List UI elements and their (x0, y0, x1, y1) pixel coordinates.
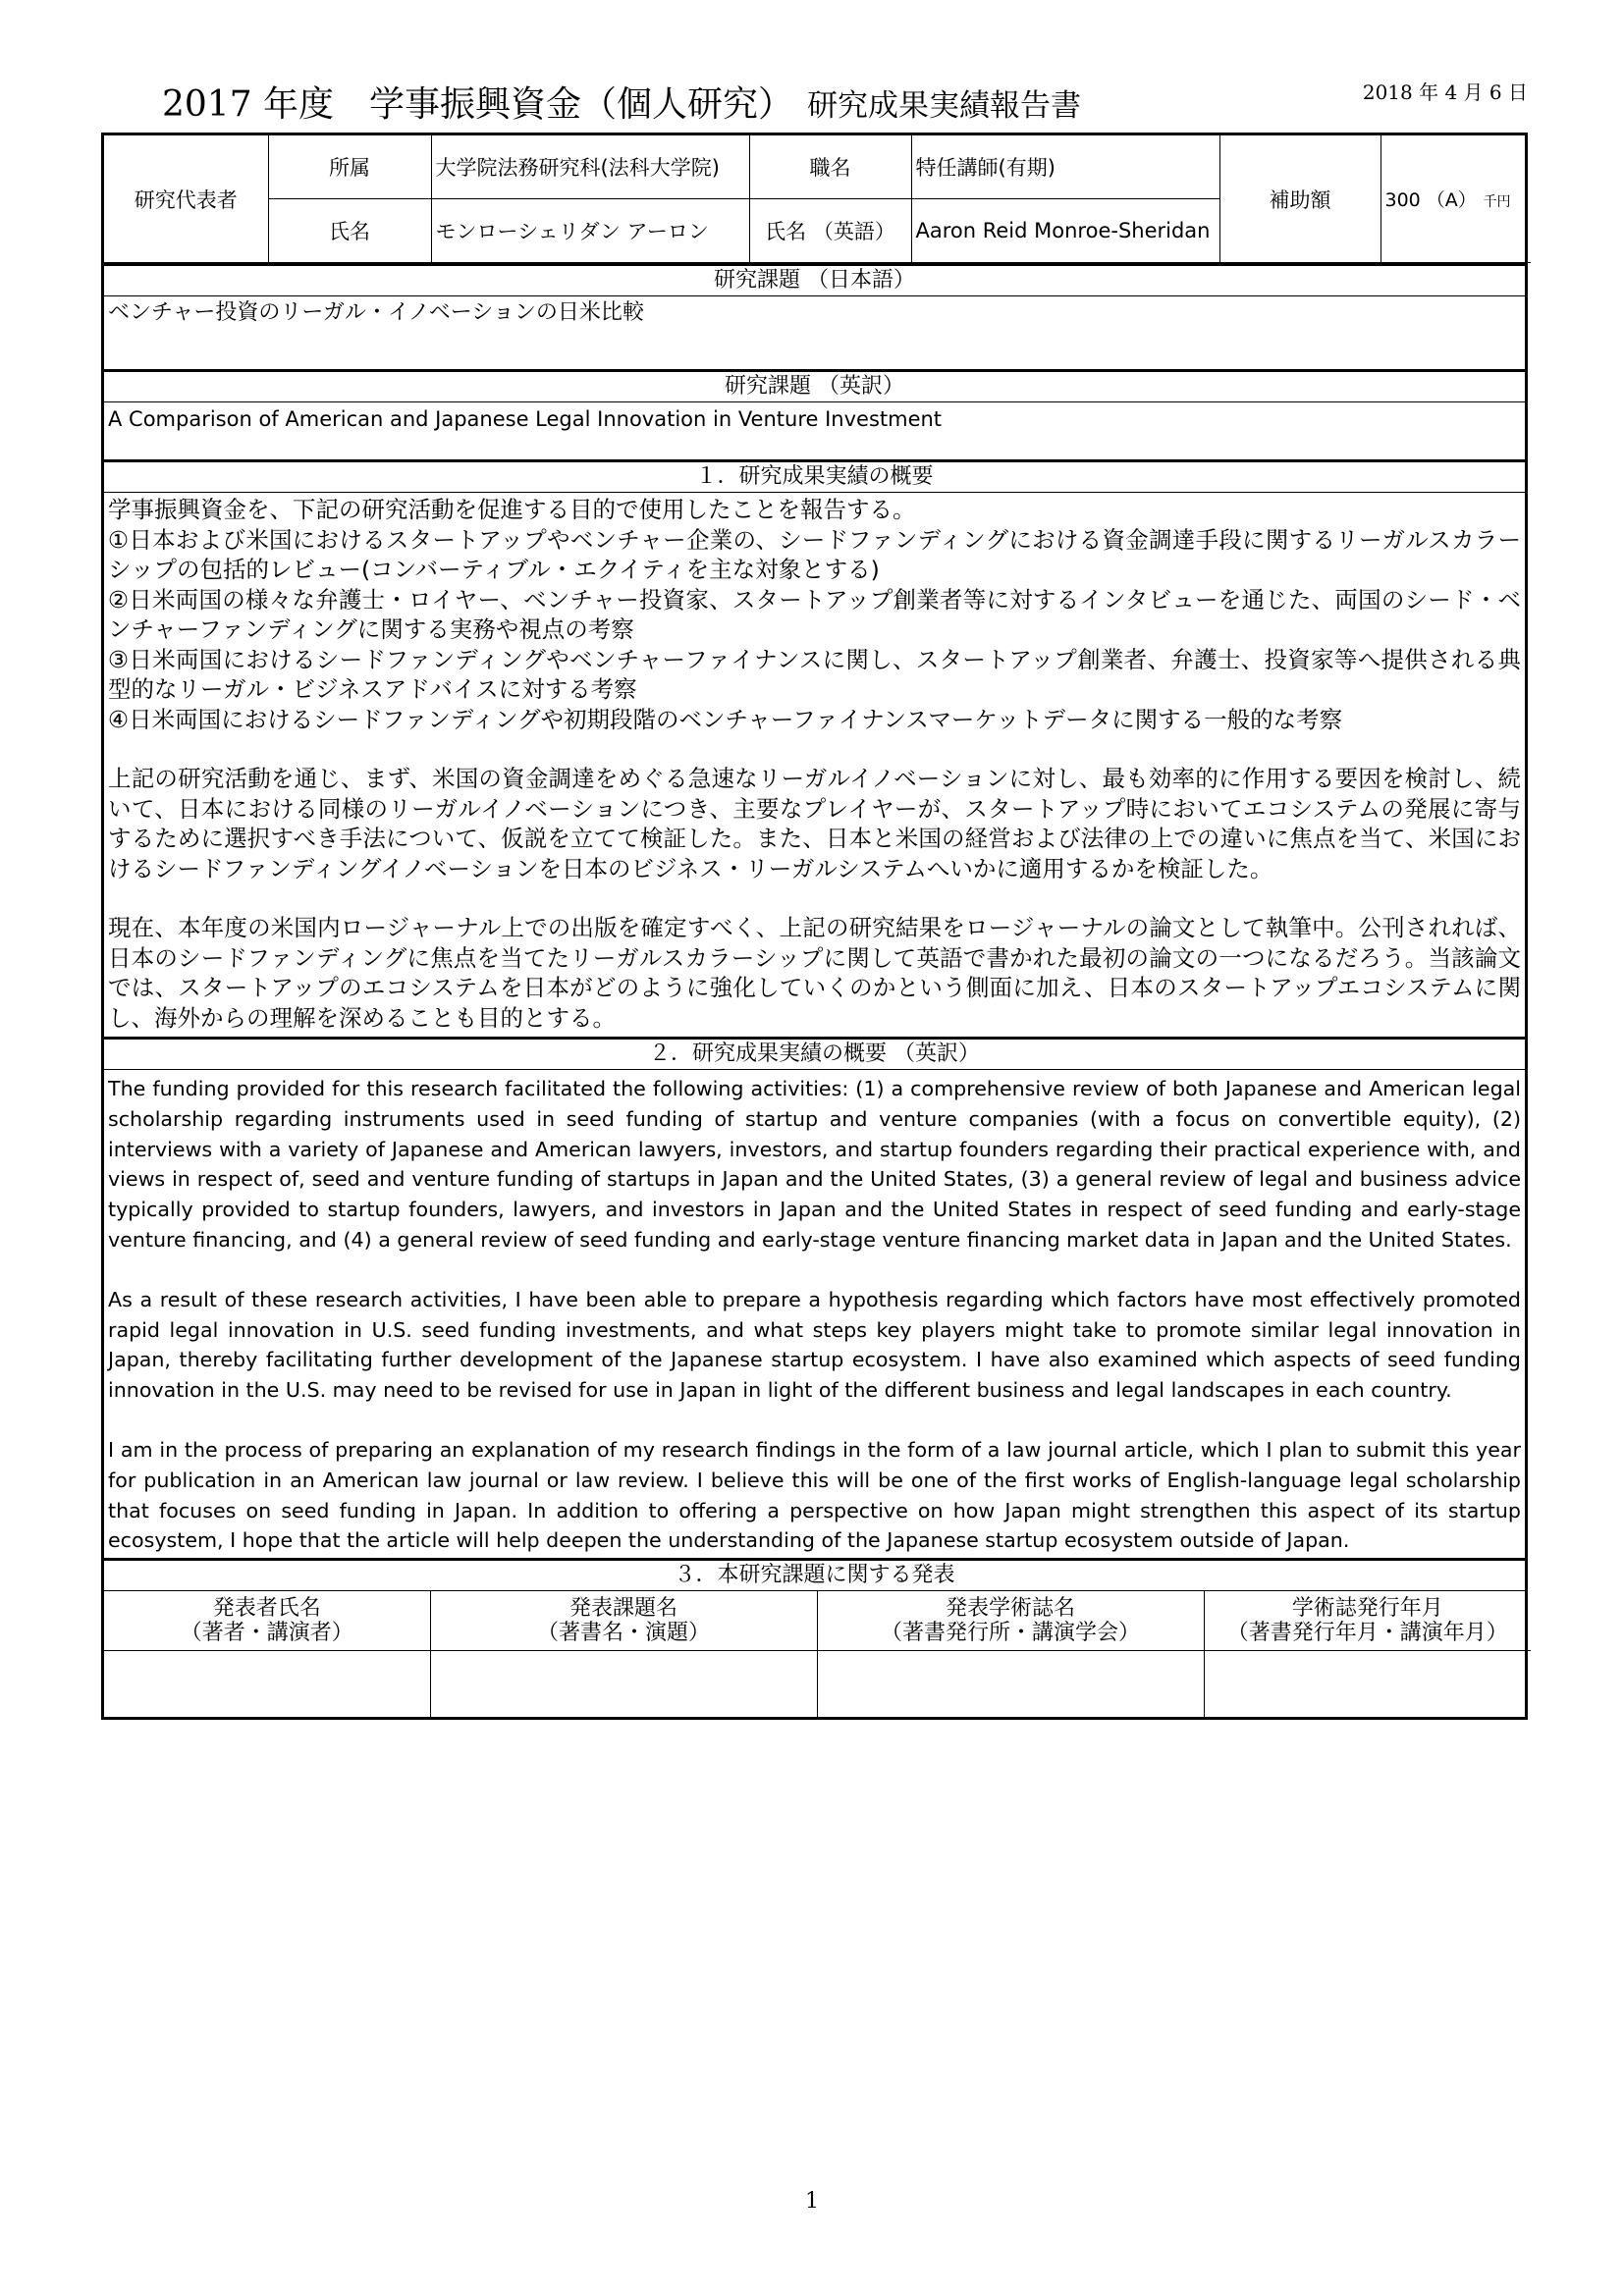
publications-empty-cell (104, 1651, 430, 1718)
publications-header-cell (430, 1591, 817, 1651)
summary-en-heading: ２．研究成果実績の概要 （英訳） (104, 1037, 1525, 1070)
summary-jp-heading: １．研究成果実績の概要 (104, 459, 1525, 493)
date-header: 学術誌発行年月 (1291, 1596, 1443, 1622)
summary-jp-intro: 学事振興資金を、下記の研究活動を促進する目的で使用したことを報告する。 (108, 496, 916, 523)
affiliation-label: 所属 (268, 135, 431, 199)
document-title (162, 77, 1081, 127)
title-header: 発表課題名 (568, 1596, 677, 1622)
publications-empty-cell (817, 1651, 1204, 1718)
name-en-label: 氏名 （英語） (749, 199, 911, 263)
journal-header: 発表学術誌名 (945, 1596, 1075, 1622)
title-sub: 研究成果実績報告書 (807, 88, 1082, 124)
representative-table (104, 135, 1531, 263)
publications-empty-cell (430, 1651, 817, 1718)
summary-en-paragraph: The funding provided for this research facilitated the following activities: (1) a comprehensive review of both Japanese and American legal scholarship regarding instruments used in seed funding of startup and venture companies (with a focus on convertible equity), (2) interviews with a variety of Japanese and American lawyers, investors, and startup founders regarding their practical experience with, and views in respect of, seed and venture funding of startups in Japan and the United States, (3) a general review of legal and business advice typically provided to startup founders, lawyers, and investors in Japan and the United States in respect of seed funding and early-stage venture financing, and (4) a general review of seed funding and early-stage venture financing market data in Japan and the United States. (108, 1077, 1521, 1252)
publications-header-cell (1204, 1591, 1531, 1651)
publications-header-cell (817, 1591, 1204, 1651)
journal-subheader: （著書発行所・講演学会） (880, 1621, 1140, 1646)
affiliation-value: 大学院法務研究科(法科大学院) (431, 135, 749, 199)
name-en-value: Aaron Reid Monroe-Sheridan (911, 199, 1219, 263)
grant-label: 補助額 (1219, 135, 1380, 263)
topic-en-text: A Comparison of American and Japanese Legal Innovation in Venture Investment (108, 407, 943, 431)
name-label: 氏名 (268, 199, 431, 263)
presenter-subheader: （著者・講演者） (180, 1621, 353, 1646)
name-value: モンローシェリダン アーロン (431, 199, 749, 263)
topic-en-heading: 研究課題 （英訳） (104, 369, 1525, 402)
summary-jp-item: ③日米両国におけるシードファンディングやベンチャーファイナンスに関し、スタートアップ創業者、弁護士、投資家等へ提供される典型的なリーガル・ビジネスアドバイスに対する考察 (108, 645, 1521, 703)
summary-jp-item: ②日米両国の様々な弁護士・ロイヤー、ベンチャー投資家、スタートアップ創業者等に対するインタビューを通じた、両国のシード・ベンチャーファンディングに関する実務や視点の考察 (108, 585, 1521, 643)
publications-table (104, 1591, 1531, 1717)
topic-jp-heading: 研究課題 （日本語） (104, 263, 1525, 296)
summary-en-body (104, 1070, 1525, 1558)
grant-value: 300 （A） (1384, 189, 1477, 211)
topic-jp-text: ベンチャー投資のリーガル・イノベーションの日米比較 (108, 300, 644, 325)
grant-cell (1380, 135, 1531, 263)
grant-unit: 千円 (1483, 194, 1511, 210)
date-subheader: （著書発行年月・講演年月） (1226, 1621, 1508, 1646)
presenter-header: 発表者氏名 (212, 1596, 321, 1622)
report-form (101, 133, 1528, 1720)
summary-jp-item: ①日本および米国におけるスタートアップやベンチャー企業の、シードファンディングにおける資金調達手段に関するリーガルスカラーシップの包括的レビュー(コンバーティブル・エクイティを主な対象とする) (108, 525, 1521, 583)
title-subheader: （著書名・演題） (536, 1621, 710, 1646)
position-value: 特任講師(有期) (911, 135, 1219, 199)
publications-empty-cell (1204, 1651, 1531, 1718)
summary-jp-paragraph: 上記の研究活動を通じ、まず、米国の資金調達をめぐる急速なリーガルイノベーションに対し、最も効率的に作用する要因を検討し、続いて、日本における同様のリーガルイノベーションにつき、主要なプレイヤーが、スタートアップ時においてエコシステムの発展に寄与するために選択すべき手法について、仮説を立てて検証した。また、日本と米国の経営および法律の上での違いに焦点を当て、米国におけるシードファンディングイノベーションを日本のビジネス・リーガルシステムへいかに適用するかを検証した。 (108, 765, 1521, 882)
summary-jp-paragraph: 現在、本年度の米国内ロージャーナル上での出版を確定すべく、上記の研究結果をロージャーナルの論文として執筆中。公刊されれば、日本のシードファンディングに焦点を当てたリーガルスカラーシップに関して英語で書かれた最初の論文の一つになるだろう。当該論文では、スタートアップのエコシステムを日本がどのように強化していくのかという側面に加え、日本のスタートアップエコシステムに関し、海外からの理解を深めることも目的とする。 (108, 914, 1521, 1032)
report-date: 2018 年 4 月 6 日 (1362, 80, 1528, 104)
title-main: 2017 年度 学事振興資金（個人研究） (162, 84, 794, 125)
summary-en-paragraph: As a result of these research activities, I have been able to prepare a hypothesis regarding which factors have most effectively promoted rapid legal innovation in U.S. seed funding investments, and what steps key players might take to promote similar legal innovation in Japan, thereby facilitating further development of the Japanese startup ecosystem. I have also examined which aspects of seed funding innovation in the U.S. may need to be revised for use in Japan in light of the different business and legal landscapes in each country. (108, 1287, 1521, 1403)
publications-heading: ３．本研究課題に関する発表 (104, 1558, 1525, 1591)
page-number: 1 (805, 2189, 819, 2214)
publications-header-cell (104, 1591, 430, 1651)
summary-en-paragraph: I am in the process of preparing an explanation of my research findings in the form of a law journal article, which I plan to submit this year for publication in an American law journal or law review. I believe this will be one of the first works of English-language legal scholarship that focuses on seed funding in Japan. In addition to offering a perspective on how Japan might strengthen this aspect of its startup ecosystem, I hope that the article will help deepen the understanding of the Japanese startup ecosystem outside of Japan. (108, 1437, 1521, 1553)
representative-label: 研究代表者 (104, 135, 268, 263)
summary-jp-item: ④日米両国におけるシードファンディングや初期段階のベンチャーファイナンスマーケットデータに関する一般的な考察 (108, 705, 1343, 733)
position-label: 職名 (749, 135, 911, 199)
summary-jp-body (104, 493, 1525, 1037)
